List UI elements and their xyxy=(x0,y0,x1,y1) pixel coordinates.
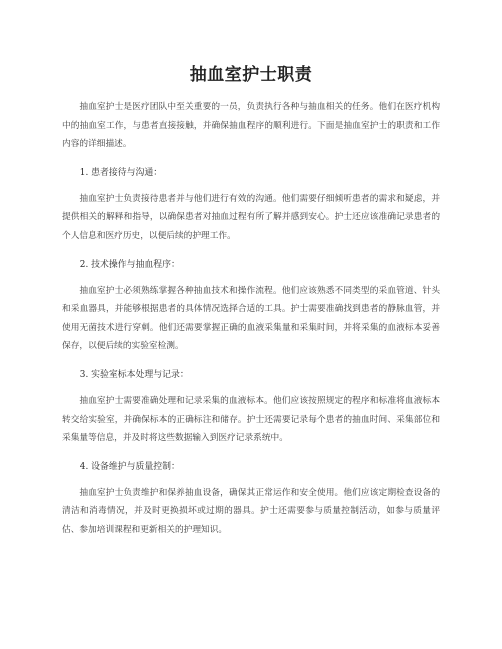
document-body xyxy=(62,98,440,551)
section-body-2: 抽血室护士必须熟练掌握各种抽血技术和操作流程。他们应该熟悉不同类型的采血管道、针头和采血器具，并能够根据患者的具体情况选择合适的工具。护士需要准确找到患者的静脉血管，并使用无菌技术进行穿刺。他们还需要掌握正确的血液采集量和采集时间，并将采集的血液标本妥善保存，以便后续的实验室检测。 xyxy=(62,285,440,352)
section-body-4: 抽血室护士负责维护和保养抽血设备，确保其正常运作和安全使用。他们应该定期检查设备的清洁和消毒情况，并及时更换损坏或过期的器具。护士还需要参与质量控制活动，如参与质量评估、参加培训课程和更新相关的护理知识。 xyxy=(62,487,440,535)
section-heading-3: 3. 实验室标本处理与记录： xyxy=(79,369,189,380)
section-heading-1: 1. 患者接待与沟通： xyxy=(79,167,163,178)
section-body-1: 抽血室护士负责接待患者并与他们进行有效的沟通。他们需要仔细倾听患者的需求和疑虑，并提供相关的解释和指导，以确保患者对抽血过程有所了解并感到安心。护士还应该准确记录患者的个人信息和医疗历史，以便后续的护理工作。 xyxy=(62,193,440,241)
document-title: 抽血室护士职责 xyxy=(189,65,313,85)
section-heading-2: 2. 技术操作与抽血程序： xyxy=(79,259,180,270)
section-body-3: 抽血室护士需要准确处理和记录采集的血液标本。他们应该按照规定的程序和标准将血液标本转交给实验室，并确保标本的正确标注和储存。护士还需要记录每个患者的抽血时间、采集部位和采集量等信息，并及时将这些数据输入到医疗记录系统中。 xyxy=(62,395,440,444)
section-heading-4: 4. 设备维护与质量控制： xyxy=(79,461,180,472)
intro-paragraph: 抽血室护士是医疗团队中至关重要的一员，负责执行各种与抽血相关的任务。他们在医疗机构中的抽血室工作，与患者直接接触，并确保抽血程序的顺利进行。下面是抽血室护士的职责和工作内容的详细描述。 xyxy=(62,102,440,150)
